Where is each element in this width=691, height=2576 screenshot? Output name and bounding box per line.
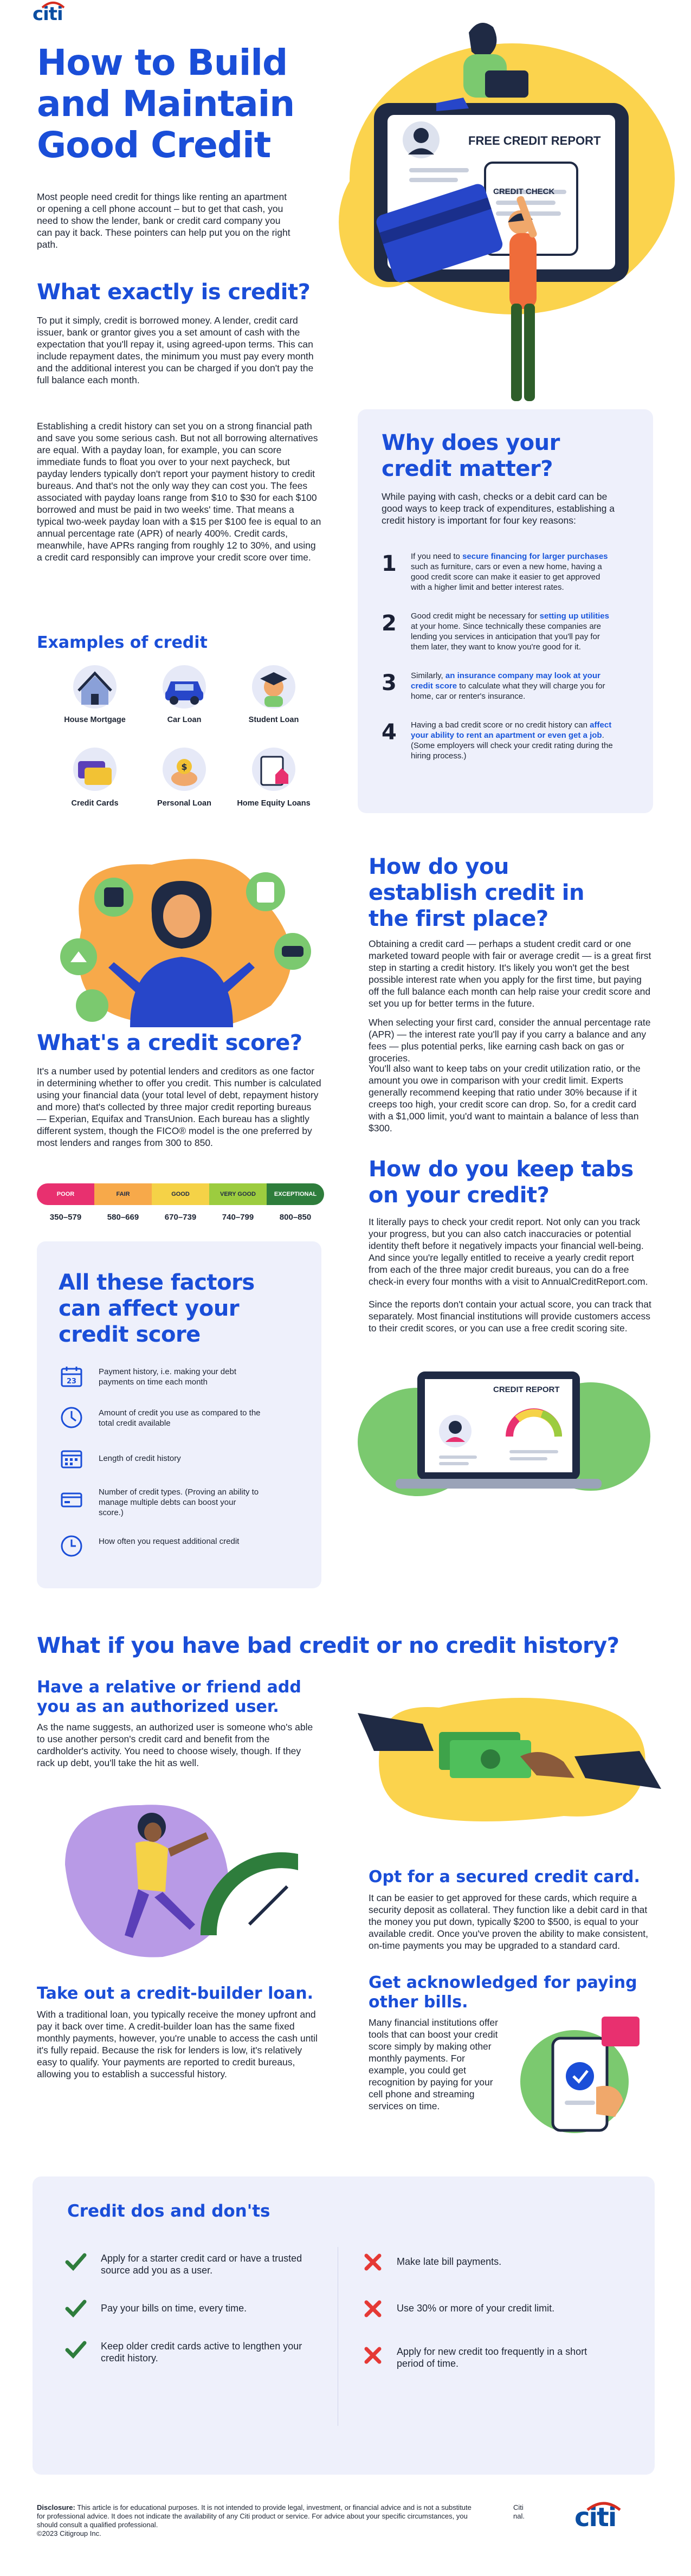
establish-heading-line3: the first place? xyxy=(369,906,548,931)
factors-list xyxy=(59,1363,302,1559)
clock-icon xyxy=(59,1405,85,1431)
bills-p: Many financial institutions offer tools that can boost your credit score simply by making other monthly payments. For example, you could get recognition by paying for your cell phone and streaming services on time. xyxy=(369,2017,498,2111)
hero-intro: Most people need credit for things like renting an apartment or opening a cell phone account – but to get that cash, you need to show the lender, bank or credit card company you can pay it back. These pointers can help put you on the right path. xyxy=(37,191,290,250)
factor-text: How often you request additional credit xyxy=(99,1537,240,1546)
clock-icon xyxy=(59,1533,85,1559)
dos-donts-heading: Credit dos and don'ts xyxy=(67,2201,270,2221)
factor-item xyxy=(59,1446,302,1472)
x-mark-icon xyxy=(363,2252,383,2272)
reason-item xyxy=(382,720,631,761)
reason-text: If you need to xyxy=(411,552,463,561)
relative-heading-line1: Have a relative or friend add xyxy=(37,1678,301,1697)
factors-heading-line1: All these factors xyxy=(59,1270,255,1295)
example-label-cards: Credit Cards xyxy=(71,799,119,808)
score-range: 580–669 xyxy=(107,1213,139,1222)
reason-text: such as furniture, cars or even a new home, having a good credit score can make it easier to get approved with a higher limit and better interest rates. xyxy=(411,562,602,592)
builder-p: With a traditional loan, you typically receive the money upfront and pay it back over time. A credit-builder loan has the same fixed monthly payments, however, you're unable to access the cash until it's fully repaid. Because the risk for lenders is low, it's relatively easy to qualify. Your payments are reported to credit bureaus, allowing you to establish a successful history. xyxy=(37,2009,318,2079)
score-range: 350–579 xyxy=(49,1213,82,1222)
dos-donts-card xyxy=(33,2176,655,2475)
score-segment-fair: FAIR xyxy=(94,1183,152,1205)
reason-item xyxy=(382,671,631,701)
hero-title-line1: How to Build xyxy=(37,42,288,83)
factors-heading-line3: credit score xyxy=(59,1322,201,1347)
score-scale xyxy=(37,1183,324,1222)
donts-list xyxy=(363,2252,623,2369)
why-matter-heading-line2: credit matter? xyxy=(382,456,553,481)
reason-text: Good credit might be necessary for xyxy=(411,611,540,621)
x-mark-icon xyxy=(363,2346,383,2365)
hero-illustration xyxy=(306,0,680,428)
bad-credit-heading: What if you have bad credit or no credit history? xyxy=(37,1633,619,1658)
factor-text: Number of credit types. (Proving an ability to manage multiple debts can boost your score.) xyxy=(99,1487,259,1517)
what-is-credit-p1: To put it simply, credit is borrowed money. A lender, credit card issuer, bank or grantor gives you a set amount of cash with the expectation that you'll repay it, using agreed-upon terms. This can include repayment dates, the minimum you must pay every month and the additional interest you can be charged if you don't pay the full balance each month. xyxy=(37,315,314,385)
laptop-illustration xyxy=(352,1355,656,1507)
establish-heading-line1: How do you xyxy=(369,854,509,879)
dont-item xyxy=(363,2299,623,2319)
establish-p1: Obtaining a credit card — perhaps a student credit card or one marketed toward people with fair or average credit — is a great first step in starting a credit history. It's likely you won't get the best possible interest rate when you apply for the first time, but paying off the full balance each month can help raise your credit score and set you up for better terms in the future. xyxy=(369,938,651,1009)
stressed-woman-illustration xyxy=(33,848,336,1027)
reason-number: 1 xyxy=(382,551,397,576)
why-matter-list xyxy=(382,551,631,761)
hero-title-line3: Good Credit xyxy=(37,124,271,166)
relative-heading-line2: you as an authorized user. xyxy=(37,1697,279,1716)
do-text: Keep older credit cards active to lengthen your credit history. xyxy=(101,2341,302,2364)
score-range: 670–739 xyxy=(164,1213,197,1222)
phone-payment-illustration xyxy=(515,2006,656,2141)
reason-item xyxy=(382,611,631,652)
examples-grid xyxy=(43,657,325,820)
dont-text: Use 30% or more of your credit limit. xyxy=(397,2303,555,2314)
x-mark-icon xyxy=(363,2299,383,2319)
reason-number: 4 xyxy=(382,720,397,745)
factor-item xyxy=(59,1405,302,1431)
report-subtitle: CREDIT CHECK xyxy=(493,187,555,196)
score-segment-poor: POOR xyxy=(37,1183,94,1205)
footer-logo-arc-icon xyxy=(586,2501,621,2511)
reason-text: Similarly, xyxy=(411,671,445,680)
factor-text: Payment history, i.e. making your debt payments on time each month xyxy=(99,1367,237,1387)
dont-item xyxy=(363,2252,623,2272)
factor-text: Amount of credit you use as compared to the total credit available xyxy=(99,1408,261,1428)
student-icon xyxy=(249,662,298,711)
svg-text:$: $ xyxy=(181,762,188,772)
examples-heading: Examples of credit xyxy=(37,633,208,652)
factor-text: Length of credit history xyxy=(99,1454,181,1463)
reason-text: Having a bad credit score or no credit history can xyxy=(411,720,590,730)
factors-card xyxy=(37,1241,321,1588)
keep-tabs-p2: Since the reports don't contain your actual score, you can track that separately. Most financial institutions will provide customers access to their credit scores, or you can use a free credit scoring site. xyxy=(369,1299,651,1334)
do-text: Apply for a starter credit card or have a trusted source add you as a user. xyxy=(101,2253,302,2276)
reason-link[interactable]: an insurance company may look at your credit score xyxy=(411,671,600,691)
establish-p3: You'll also want to keep tabs on your credit utilization ratio, or the amount you owe in comparison with your credit limit. Experts generally recommend keeping that ratio under 30% because if it creeps too high, your credit score can drop. So, for a credit card with a $1,000 limit, you'd want to maintain a balance of less than $300. xyxy=(369,1063,641,1134)
credit-score-p1: It's a number used by potential lenders and creditors as one factor in determining whether to offer you credit. This number is calculated using your financial data (your total level of debt, repayment history and more) that's collected by three major credit reporting bureaus — Experian, Equifax and TransUnion. Each bureau has a slightly different system, though the FICO® model is the one preferred by most lenders and ranges from 300 to 850. xyxy=(37,1066,321,1148)
score-ranges xyxy=(37,1213,324,1222)
checkmark-icon xyxy=(65,2252,87,2271)
why-matter-card xyxy=(358,409,653,813)
footer-stray-2: nal. xyxy=(513,2512,525,2520)
why-matter-intro: While paying with cash, checks or a debit card can be good ways to keep track of expenditures, establishing a credit history is important for four key reasons: xyxy=(382,491,615,526)
example-label-car: Car Loan xyxy=(167,716,202,724)
dont-item xyxy=(363,2346,623,2369)
disclosure-text: This article is for educational purposes. It is not intended to provide legal, investment, or financial advice and is not a substitute for professional advice. It does not indicate the availability of any Citi product or service. For advice about your specific circumstances, you should consult a qualified professional. xyxy=(37,2503,472,2529)
bills-heading-line1: Get acknowledged for paying xyxy=(369,1973,637,1992)
why-matter-heading-line1: Why does your xyxy=(382,430,560,455)
reason-text: at your home. Since technically these companies are lending you services in anticipation that you'll pay for them later, they want to know you're good for it. xyxy=(411,622,602,652)
personal-loan-icon xyxy=(160,745,209,794)
reason-number: 2 xyxy=(382,611,397,636)
keep-tabs-p1: It literally pays to check your credit report. Not only can you track your progress, but you can also catch inaccuracies or potential identity theft before it negatively impacts your financial well-being. And since you're legally entitled to receive a yearly credit report from each of the three major credit bureaus, you can do a free check-in every four months with a visit to AnnualCreditReport.com. xyxy=(369,1216,648,1287)
score-range: 800–850 xyxy=(279,1213,312,1222)
credit-score-heading: What's a credit score? xyxy=(37,1031,302,1055)
example-label-personal: Personal Loan xyxy=(157,799,211,808)
example-label-house: House Mortgage xyxy=(64,716,126,724)
logo-text: citi xyxy=(33,3,63,25)
credit-card-icon xyxy=(59,1487,85,1513)
footer-stray-1: Citi xyxy=(513,2503,524,2511)
do-item xyxy=(65,2340,320,2364)
relative-p: As the name suggests, an authorized user is someone who's able to use another person's credit card and benefit from the cardholder's activity. You need to choose wisely, though. If they rack up debt, you'll take the hit as well. xyxy=(37,1722,313,1768)
score-range: 740–799 xyxy=(222,1213,254,1222)
dos-list xyxy=(65,2252,320,2364)
what-is-credit-heading: What exactly is credit? xyxy=(37,280,311,305)
hero-title-line2: and Maintain xyxy=(37,83,295,125)
establish-heading xyxy=(369,854,584,932)
secured-p: It can be easier to get approved for these cards, which require a security deposit as collateral. They function like a debit card in that the money you put down, typically $200 to $500, is equal to your available credit. Once you've proven the ability to make consistent, on-time payments you may be upgraded to a standard card. xyxy=(369,1892,648,1951)
score-bar xyxy=(37,1183,324,1205)
car-icon xyxy=(160,662,209,711)
establish-p2: When selecting your first card, consider the annual percentage rate (APR) — the interest rate you'll pay if you carry a balance and any fees — plus potential perks, like earning cash back on gas or groceries. xyxy=(369,1017,651,1064)
example-label-home-equity: Home Equity Loans xyxy=(237,799,311,808)
reason-link[interactable]: setting up utilities xyxy=(539,611,609,621)
do-item xyxy=(65,2299,320,2317)
score-segment-very-good: VERY GOOD xyxy=(209,1183,267,1205)
money-exchange-illustration xyxy=(358,1680,661,1832)
dont-text: Apply for new credit too frequently in a short period of time. xyxy=(397,2346,587,2369)
credit-builder-illustration xyxy=(33,1789,336,1973)
factor-item xyxy=(59,1487,302,1518)
calendar-icon xyxy=(59,1363,85,1389)
reason-link[interactable]: affect your ability to rent an apartment or even get a job xyxy=(411,720,612,740)
calendar-grid-icon xyxy=(59,1446,85,1472)
keep-tabs-heading-line2: on your credit? xyxy=(369,1183,550,1208)
hero-title xyxy=(37,42,294,166)
checkmark-icon xyxy=(65,2340,87,2359)
relative-heading xyxy=(37,1678,301,1717)
citi-logo[interactable] xyxy=(33,3,63,25)
example-label-student: Student Loan xyxy=(248,716,299,724)
factors-heading-line2: can affect your xyxy=(59,1296,240,1321)
footer-citi-logo[interactable] xyxy=(574,2502,616,2533)
do-text: Pay your bills on time, every time. xyxy=(101,2303,247,2314)
footer-disclosure xyxy=(37,2503,481,2538)
what-is-credit-p2: Establishing a credit history can set you on a strong financial path and save you some serious cash. But not all borrowing alternatives are equal. With a payday loan, for example, you can score immediate funds to float you over to your next paycheck, but payday lenders typically don't report your payment history to credit bureaus. And that's not the only way they can cost you. The fees associated with payday loans range from $10 to $30 for each $100 borrowed and must be paid in two weeks' time. That means a typical two-week payday loan with a $15 per $100 fee is equal to an annual percentage rate (APR) of nearly 400%. Credit cards, meanwhile, have APRs ranging from roughly 12 to 30%, and using a credit card responsibly can improve your credit score over time. xyxy=(37,421,321,563)
factor-item xyxy=(59,1363,302,1389)
reason-text: to calculate what they will charge you for home, car or renter's insurance. xyxy=(411,681,605,701)
secured-heading: Opt for a secured credit card. xyxy=(369,1867,640,1886)
logo-arc-icon xyxy=(41,1,65,9)
bills-heading-line2: other bills. xyxy=(369,1993,468,2012)
house-icon xyxy=(70,662,119,711)
checkmark-icon xyxy=(65,2299,87,2317)
builder-heading: Take out a credit-builder loan. xyxy=(37,1984,314,2003)
reason-number: 3 xyxy=(382,671,397,695)
svg-text:23: 23 xyxy=(66,1377,77,1386)
factor-item xyxy=(59,1533,302,1559)
establish-heading-line2: establish credit in xyxy=(369,880,584,905)
keep-tabs-heading-line1: How do you keep tabs xyxy=(369,1157,634,1182)
credit-cards-icon xyxy=(70,745,119,794)
home-equity-icon xyxy=(249,745,298,794)
dont-text: Make late bill payments. xyxy=(397,2256,502,2267)
reason-link[interactable]: secure financing for larger purchases xyxy=(462,552,608,561)
score-segment-exceptional: EXCEPTIONAL xyxy=(267,1183,324,1205)
footer-logo-text: citi xyxy=(574,2502,616,2533)
reason-item xyxy=(382,551,631,593)
do-item xyxy=(65,2252,320,2276)
copyright: ©2023 Citigroup Inc. xyxy=(37,2529,101,2538)
laptop-report-title: CREDIT REPORT xyxy=(493,1385,560,1394)
disclosure-label: Disclosure: xyxy=(37,2503,75,2511)
score-segment-good: GOOD xyxy=(152,1183,209,1205)
keep-tabs-heading xyxy=(369,1156,634,1208)
report-title: FREE CREDIT REPORT xyxy=(468,134,601,147)
reason-text: . (Some employers will check your credit rating during the hiring process.) xyxy=(411,731,613,761)
